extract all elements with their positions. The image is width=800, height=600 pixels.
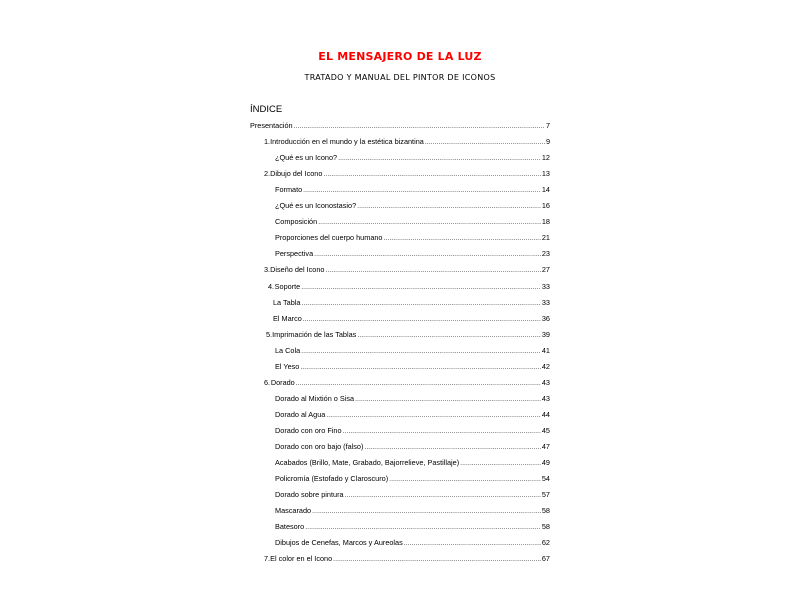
toc-dot-leader — [338, 155, 541, 162]
toc-dot-leader — [364, 444, 540, 451]
toc-entry-number: 1. — [264, 137, 271, 147]
toc-entry-label: ¿Qué es un Iconostasio? — [275, 201, 357, 211]
toc-dot-leader — [305, 524, 541, 531]
toc-entry — [275, 362, 550, 373]
toc-dot-leader — [323, 171, 540, 178]
toc-entry — [268, 282, 550, 293]
toc-dot-leader — [404, 540, 541, 547]
toc-entry-page: 45 — [541, 425, 550, 435]
toc-entry-label: Dorado al Agua — [275, 409, 326, 419]
toc-entry-number: 7. — [264, 554, 271, 564]
toc-entry-page: 23 — [541, 249, 550, 259]
toc-entry-page: 47 — [541, 442, 550, 451]
toc-dot-leader — [460, 460, 541, 467]
toc-dot-leader — [325, 267, 540, 274]
toc-entry-label: Introducción en el mundo y la estética bizantina — [270, 137, 424, 147]
toc-entry — [264, 554, 550, 565]
toc-entry-page: 44 — [541, 409, 550, 419]
toc-entry-page: 43 — [541, 377, 550, 387]
toc-dot-leader — [301, 348, 541, 355]
toc-dot-leader — [303, 316, 541, 323]
toc-entry-page: 42 — [541, 361, 550, 371]
toc-dot-leader — [318, 219, 541, 226]
document-subtitle: TRATADO Y MANUAL DEL PINTOR DE ICONOS — [304, 73, 496, 82]
toc-dot-leader — [303, 187, 541, 194]
toc-entry-label: Batesoro — [275, 522, 305, 532]
toc-entry-page: 33 — [541, 281, 550, 291]
toc-entry — [250, 121, 550, 132]
toc-entry-page: 58 — [541, 506, 550, 516]
toc-entry-page: 43 — [541, 393, 550, 403]
toc-entry — [275, 522, 550, 533]
toc-dot-leader — [345, 492, 541, 499]
toc-dot-leader — [355, 396, 541, 403]
toc-entry-label: Presentación — [250, 121, 293, 130]
toc-entry — [273, 298, 550, 309]
toc-entry-label: Dorado con oro Fino — [275, 425, 342, 435]
toc-entry-label: Diseño del Icono — [270, 265, 325, 275]
toc-entry-label: Dibujo del Icono — [270, 169, 323, 179]
toc-entry-page: 57 — [541, 490, 550, 500]
toc-entry-label: La Cola — [275, 345, 301, 355]
toc-dot-leader — [389, 476, 541, 483]
toc-entry-number: 4. — [268, 281, 275, 291]
toc-entry — [264, 265, 550, 276]
toc-entry — [275, 185, 550, 196]
toc-entry-label: El Marco — [273, 313, 302, 323]
toc-entry-label: Imprimación de las Tablas — [272, 329, 357, 339]
toc-entry-page: 36 — [541, 313, 550, 323]
toc-entry-label: Dorado al Mixtión o Sisa — [275, 393, 355, 403]
toc-entry — [266, 330, 550, 341]
toc-dot-leader — [301, 300, 540, 307]
toc-entry-label: Perspectiva — [275, 249, 314, 259]
toc-dot-leader — [300, 364, 541, 371]
toc-entry-page: 33 — [541, 297, 550, 307]
toc-entry — [275, 426, 550, 437]
toc-entry — [275, 410, 550, 421]
toc-entry-number: 2. — [264, 169, 271, 179]
toc-dot-leader — [294, 123, 545, 130]
toc-entry-label: Composición — [275, 217, 318, 227]
toc-entry-page: 58 — [541, 522, 550, 532]
toc-dot-leader — [312, 508, 541, 515]
toc-entry-number: 3. — [264, 265, 271, 275]
toc-entry-number: 5. — [266, 329, 273, 339]
toc-dot-leader — [357, 203, 541, 210]
toc-entry — [275, 458, 550, 469]
toc-entry — [275, 249, 550, 260]
toc-entry-page: 54 — [541, 474, 550, 484]
toc-entry — [275, 506, 550, 517]
toc-entry — [275, 233, 550, 244]
toc-entry-label: Dorado sobre pintura — [275, 490, 344, 500]
toc-entry-label: Policromía (Estofado y Claroscuro) — [275, 474, 389, 484]
toc-entry-page: 12 — [541, 153, 550, 163]
toc-entry-number: 6. — [264, 377, 271, 387]
toc-entry-label: El Yeso — [275, 361, 300, 371]
index-heading: ÍNDICE — [250, 104, 283, 115]
toc-entry-label: Mascarado — [275, 506, 312, 516]
toc-entry — [264, 169, 550, 180]
toc-dot-leader — [425, 139, 545, 146]
toc-entry — [275, 394, 550, 405]
document-title: EL MENSAJERO DE LA LUZ — [318, 50, 482, 63]
toc-entry-label: Dorado — [270, 377, 295, 387]
toc-entry-page: 14 — [541, 185, 550, 195]
toc-dot-leader — [343, 428, 541, 435]
toc-entry — [275, 201, 550, 212]
toc-entry — [275, 538, 550, 549]
toc-dot-leader — [326, 412, 541, 419]
toc-entry-label: Dorado con oro bajo (falso) — [275, 442, 364, 451]
toc-entry-page: 16 — [541, 201, 550, 211]
toc-dot-leader — [333, 556, 541, 563]
toc-entry — [275, 490, 550, 501]
toc-entry-page: 41 — [541, 345, 550, 355]
toc-entry — [264, 378, 550, 389]
toc-entry-label: ¿Qué es un Icono? — [275, 153, 338, 163]
toc-entry-page: 7 — [545, 121, 550, 130]
toc-dot-leader — [384, 235, 541, 242]
toc-entry-page: 9 — [545, 137, 550, 147]
toc-dot-leader — [301, 284, 541, 291]
toc-dot-leader — [296, 380, 541, 387]
toc-entry — [275, 153, 550, 164]
toc-entry — [275, 346, 550, 357]
toc-entry-page: 21 — [541, 233, 550, 243]
toc-entry-page: 18 — [541, 217, 550, 227]
toc-entry-label: Soporte — [274, 281, 301, 291]
toc-entry-label: El color en el Icono — [270, 554, 333, 564]
toc-entry-page: 62 — [541, 538, 550, 548]
toc-entry-page: 49 — [541, 458, 550, 468]
toc-dot-leader — [357, 332, 541, 339]
toc-dot-leader — [314, 251, 541, 258]
toc-entry-label: Formato — [275, 185, 303, 195]
toc-entry — [275, 217, 550, 228]
toc-entry — [264, 137, 550, 148]
toc-entry-page: 27 — [541, 265, 550, 275]
toc-entry-page: 39 — [541, 329, 550, 339]
toc-entry-label: Dibujos de Cenefas, Marcos y Aureolas — [275, 538, 403, 548]
toc-entry-page: 13 — [541, 169, 550, 179]
toc-entry — [273, 314, 550, 325]
toc-entry-label: Acabados (Brillo, Mate, Grabado, Bajorrelieve, Pastillaje) — [275, 458, 460, 468]
toc-entry-label: La Tabla — [273, 297, 301, 307]
toc-entry-page: 67 — [541, 554, 550, 564]
toc-entry — [275, 474, 550, 485]
toc-entry-label: Proporciones del cuerpo humano — [275, 233, 383, 243]
toc-entry — [275, 442, 550, 453]
